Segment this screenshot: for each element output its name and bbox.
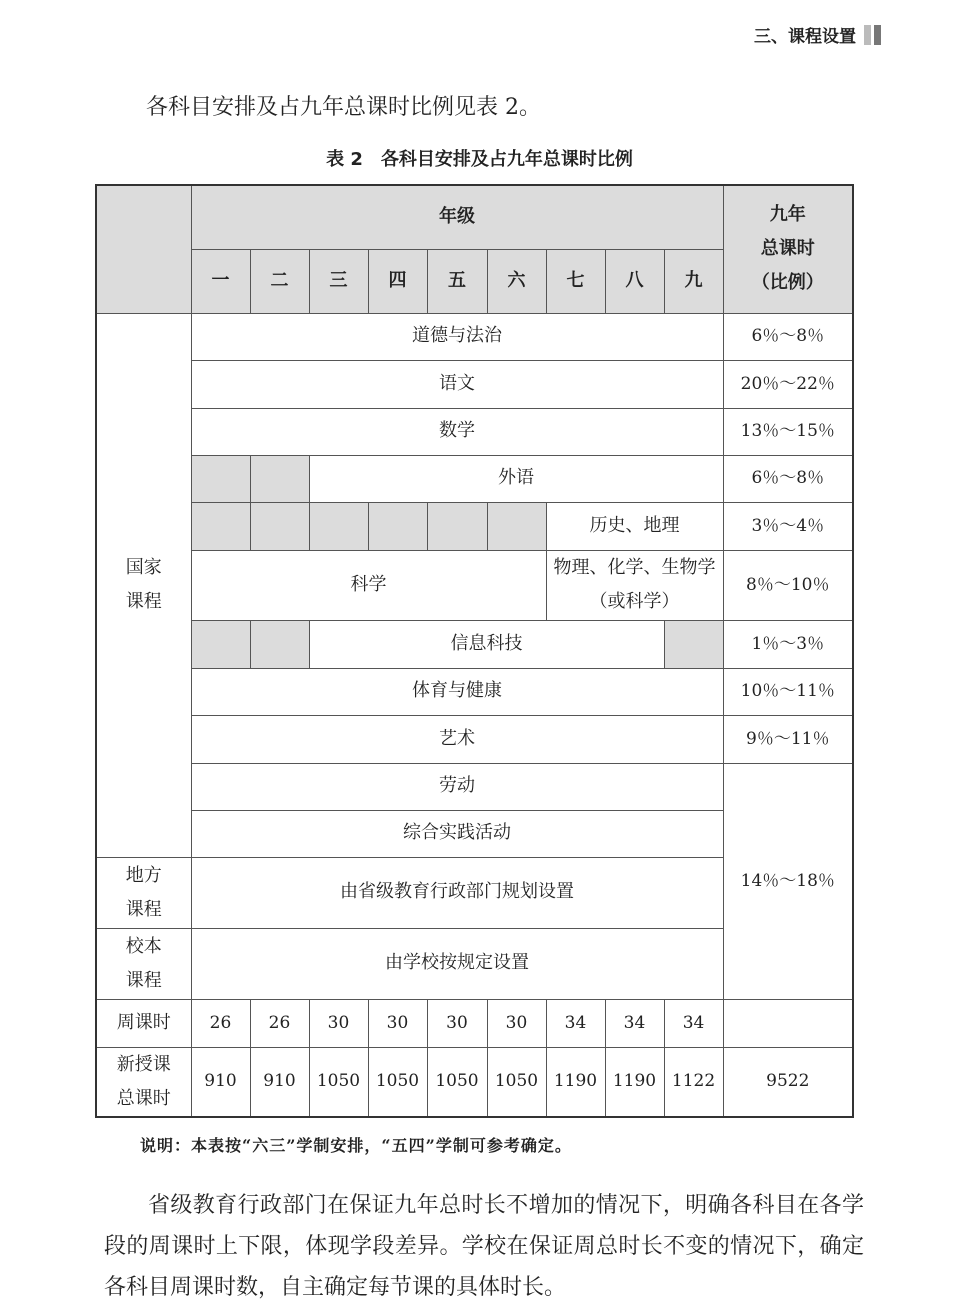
grade-header: 年级 xyxy=(191,185,723,249)
school-label-text: 校本课程 xyxy=(125,935,162,991)
ratio-cell: 3％～4％ xyxy=(723,502,853,550)
subject-cell: 外语 xyxy=(309,455,723,502)
ratio-cell: 10％～11％ xyxy=(723,668,853,715)
total-sum-cell: 9522 xyxy=(723,1047,853,1117)
empty-cell xyxy=(723,999,853,1047)
local-label-text: 地方课程 xyxy=(125,864,162,920)
shaded-cell xyxy=(250,502,309,550)
weekly-label: 周课时 xyxy=(96,999,191,1047)
total-hours-cell: 1050 xyxy=(368,1047,427,1117)
shaded-cell xyxy=(191,620,250,668)
subject-cell: 艺术 xyxy=(191,715,723,763)
weekly-hours-cell: 34 xyxy=(546,999,605,1047)
weekly-hours-cell: 30 xyxy=(368,999,427,1047)
ratio-cell: 20％～22％ xyxy=(723,360,853,408)
grade-header-cell: 五 xyxy=(427,249,487,313)
table-note: 说明：本表按“六三”学制安排，“五四”学制可参考确定。 xyxy=(140,1136,572,1155)
curriculum-table xyxy=(95,184,854,1118)
subject-cell: 体育与健康 xyxy=(191,668,723,715)
total-header-line: 九年 xyxy=(769,204,806,226)
local-label xyxy=(96,857,191,928)
weekly-hours-cell: 30 xyxy=(309,999,368,1047)
total-label-text: 新授课总课时 xyxy=(116,1053,171,1109)
shaded-cell xyxy=(487,502,546,550)
weekly-hours-cell: 34 xyxy=(605,999,664,1047)
running-head xyxy=(754,22,881,47)
grade-header-cell: 六 xyxy=(487,249,546,313)
shaded-cell xyxy=(191,502,250,550)
table-caption: 表 2 各科目安排及占九年总课时比例 xyxy=(326,149,633,170)
grade-header-cell: 二 xyxy=(250,249,309,313)
total-header-line: 总课时 xyxy=(760,238,815,260)
total-hours-cell: 910 xyxy=(250,1047,309,1117)
subject-cell: 由省级教育行政部门规划设置 xyxy=(191,857,723,928)
weekly-hours-cell: 26 xyxy=(191,999,250,1047)
total-hours-cell: 1050 xyxy=(309,1047,368,1117)
intro-text: 各科目安排及占九年总课时比例见表 2。 xyxy=(146,95,541,120)
running-head-text: 三、课程设置 xyxy=(754,27,856,47)
total-hours-cell: 910 xyxy=(191,1047,250,1117)
school-label xyxy=(96,928,191,999)
subject-text: 物理、化学、生物学（或科学） xyxy=(553,557,716,612)
total-hours-cell: 1190 xyxy=(546,1047,605,1117)
subject-cell: 劳动 xyxy=(191,763,723,810)
grade-header-cell: 一 xyxy=(191,249,250,313)
subject-cell: 语文 xyxy=(191,360,723,408)
section-marker-icon xyxy=(864,25,881,45)
grade-header-cell: 三 xyxy=(309,249,368,313)
total-label xyxy=(96,1047,191,1117)
ratio-cell: 8％～10％ xyxy=(723,550,853,620)
ratio-cell: 13％～15％ xyxy=(723,408,853,455)
total-header-line: （比例） xyxy=(751,272,824,294)
subject-cell: 历史、地理 xyxy=(546,502,723,550)
total-header xyxy=(723,185,853,313)
shaded-cell xyxy=(368,502,427,550)
grade-header-cell: 七 xyxy=(546,249,605,313)
shaded-cell xyxy=(664,620,723,668)
total-hours-cell: 1122 xyxy=(664,1047,723,1117)
subject-cell xyxy=(546,550,723,620)
subject-cell: 道德与法治 xyxy=(191,313,723,360)
ratio-cell: 6％～8％ xyxy=(723,455,853,502)
grade-header-cell: 八 xyxy=(605,249,664,313)
grade-header-cell: 四 xyxy=(368,249,427,313)
grade-header-cell: 九 xyxy=(664,249,723,313)
subject-cell: 科学 xyxy=(191,550,546,620)
national-label xyxy=(96,313,191,857)
subject-cell: 信息科技 xyxy=(309,620,664,668)
ratio-cell: 1％～3％ xyxy=(723,620,853,668)
ratio-cell: 14％～18％ xyxy=(723,763,853,999)
shaded-cell xyxy=(250,455,309,502)
shaded-cell xyxy=(250,620,309,668)
national-label-text: 国家课程 xyxy=(125,557,162,612)
shaded-cell xyxy=(309,502,368,550)
subject-cell: 由学校按规定设置 xyxy=(191,928,723,999)
subject-cell: 综合实践活动 xyxy=(191,810,723,857)
total-hours-cell: 1050 xyxy=(487,1047,546,1117)
subject-cell: 数学 xyxy=(191,408,723,455)
weekly-hours-cell: 34 xyxy=(664,999,723,1047)
total-hours-cell: 1190 xyxy=(605,1047,664,1117)
ratio-cell: 6％～8％ xyxy=(723,313,853,360)
weekly-hours-cell: 26 xyxy=(250,999,309,1047)
weekly-hours-cell: 30 xyxy=(427,999,487,1047)
body-paragraph: 省级教育行政部门在保证九年总时长不增加的情况下，明确各科目在各学段的周课时上下限，体现学段差异。学校在保证周总时长不变的情况下，确定各科目周课时数，自主确定每节课的具体时长。 xyxy=(104,1193,864,1300)
weekly-hours-cell: 30 xyxy=(487,999,546,1047)
corner-cell xyxy=(96,185,191,313)
total-hours-cell: 1050 xyxy=(427,1047,487,1117)
shaded-cell xyxy=(191,455,250,502)
shaded-cell xyxy=(427,502,487,550)
ratio-cell: 9％～11％ xyxy=(723,715,853,763)
